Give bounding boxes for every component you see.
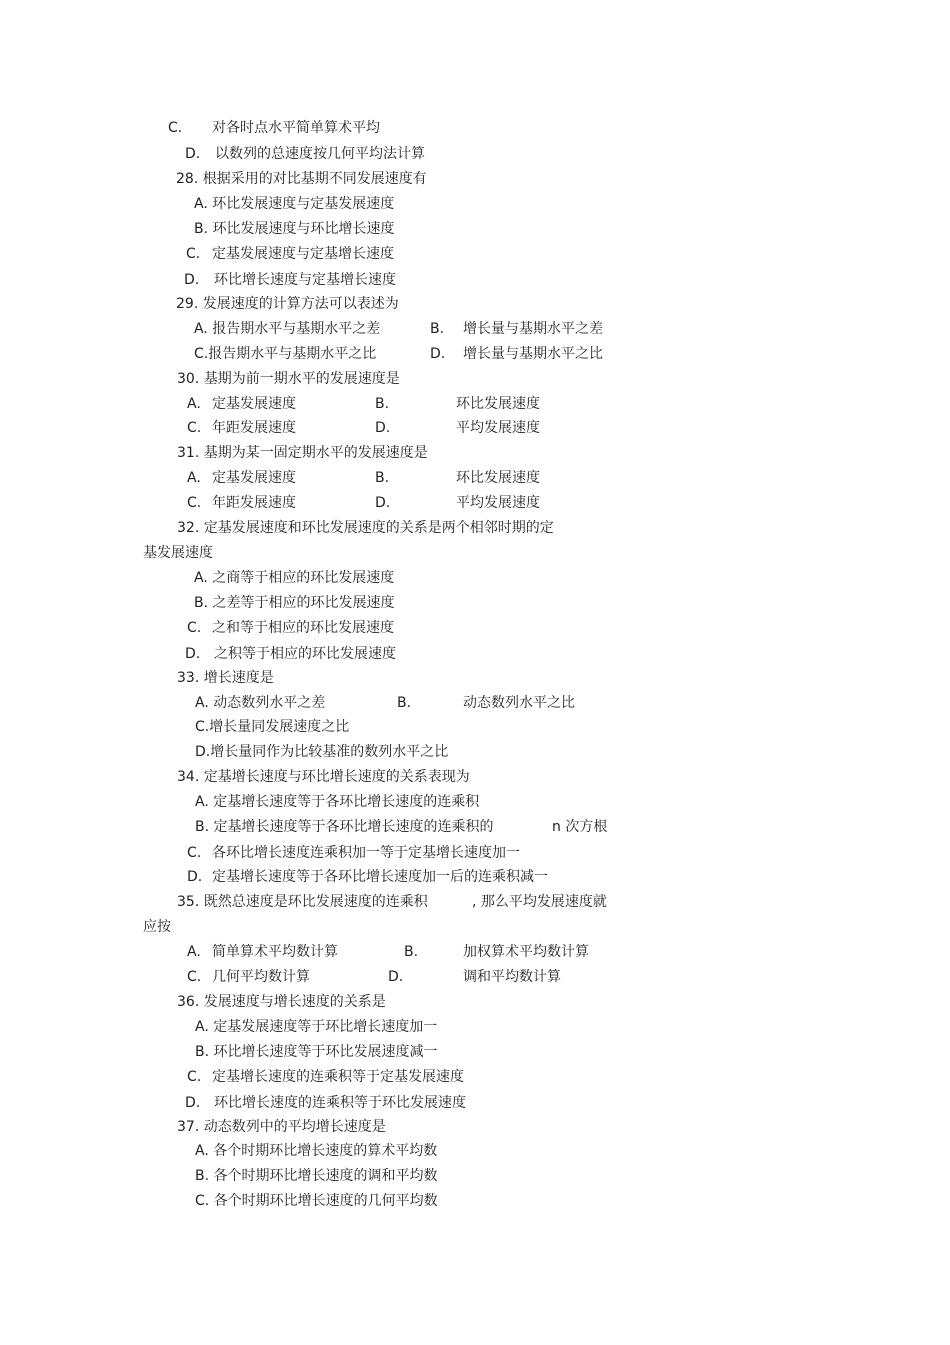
text-segment: 定基发展速度 — [212, 396, 296, 412]
text-segment: D. — [375, 495, 391, 511]
text-segment: 年距发展速度 — [212, 495, 296, 511]
text-segment: 33. 增长速度是 — [177, 670, 274, 686]
text-segment: B. — [375, 470, 390, 486]
text-segment: C. — [187, 845, 202, 861]
text-segment: B. — [375, 396, 390, 412]
text-segment: 以数列的总速度按几何平均法计算 — [215, 146, 425, 162]
text-segment: 增长量与基期水平之比 — [463, 346, 603, 362]
text-segment: 37. 动态数列中的平均增长速度是 — [177, 1119, 386, 1135]
text-segment: B. 环比增长速度等于环比发展速度减一 — [195, 1044, 438, 1060]
text-segment: C.增长量同发展速度之比 — [195, 719, 350, 735]
text-segment: C. — [187, 620, 202, 636]
text-segment: A. — [187, 470, 201, 486]
text-segment: 简单算术平均数计算 — [212, 944, 338, 960]
text-segment: B. 之差等于相应的环比发展速度 — [194, 595, 395, 611]
text-segment: 30. 基期为前一期水平的发展速度是 — [177, 371, 400, 387]
text-segment: 平均发展速度 — [456, 495, 540, 511]
text-segment: 35. 既然总速度是环比发展速度的连乘积 — [177, 894, 428, 910]
text-segment: C. 各个时期环比增长速度的几何平均数 — [195, 1193, 438, 1209]
text-segment: A. 动态数列水平之差 — [195, 695, 326, 711]
text-segment: A. — [187, 396, 201, 412]
text-segment: A. 环比发展速度与定基发展速度 — [194, 196, 395, 212]
text-segment: 动态数列水平之比 — [463, 695, 575, 711]
text-segment: 32. 定基发展速度和环比发展速度的关系是两个相邻时期的定 — [177, 520, 554, 536]
text-segment: D. — [388, 969, 404, 985]
text-segment: B. — [430, 321, 445, 337]
text-segment: 基发展速度 — [143, 545, 213, 561]
text-segment: 定基增长速度等于各环比增长速度加一后的连乘积减一 — [212, 869, 548, 885]
text-segment: 定基发展速度与定基增长速度 — [212, 246, 394, 262]
text-segment: 应按 — [143, 919, 171, 935]
text-segment: 各环比增长速度连乘积加一等于定基增长速度加一 — [212, 845, 520, 861]
text-segment: D. — [184, 272, 200, 288]
text-segment: D. — [375, 420, 391, 436]
text-segment: A. 之商等于相应的环比发展速度 — [194, 570, 395, 586]
text-segment: 34. 定基增长速度与环比增长速度的关系表现为 — [177, 769, 470, 785]
text-segment: D. — [430, 346, 446, 362]
text-segment: 28. 根据采用的对比基期不同发展速度有 — [176, 171, 427, 187]
text-segment: 29. 发展速度的计算方法可以表述为 — [176, 296, 399, 312]
text-segment: 对各时点水平简单算术平均 — [212, 120, 380, 136]
text-segment: n 次方根 — [552, 819, 608, 835]
text-segment: C. — [187, 969, 202, 985]
text-segment: 环比增长速度的连乘积等于环比发展速度 — [214, 1095, 466, 1111]
text-segment: B. — [404, 944, 419, 960]
text-segment: 之和等于相应的环比发展速度 — [212, 620, 394, 636]
text-segment: 31. 基期为某一固定期水平的发展速度是 — [177, 445, 428, 461]
text-segment: B. — [397, 695, 412, 711]
text-segment: B. 各个时期环比增长速度的调和平均数 — [195, 1168, 438, 1184]
text-segment: 之积等于相应的环比发展速度 — [214, 646, 396, 662]
text-segment: A. 定基增长速度等于各环比增长速度的连乘积 — [195, 794, 480, 810]
text-segment: A. — [187, 944, 201, 960]
text-segment: 环比发展速度 — [456, 470, 540, 486]
text-segment: C. — [187, 420, 202, 436]
text-segment: C. — [168, 120, 183, 136]
text-segment: 环比增长速度与定基增长速度 — [214, 272, 396, 288]
text-segment: , 那么平均发展速度就 — [472, 894, 607, 910]
text-segment: D. — [185, 1095, 201, 1111]
text-segment: C. — [186, 246, 201, 262]
text-segment: B. 环比发展速度与环比增长速度 — [194, 221, 395, 237]
text-segment: D. — [185, 146, 201, 162]
text-segment: 36. 发展速度与增长速度的关系是 — [177, 994, 386, 1010]
text-segment: 调和平均数计算 — [463, 969, 561, 985]
text-segment: 增长量与基期水平之差 — [463, 321, 603, 337]
text-segment: D. — [187, 869, 203, 885]
text-segment: 平均发展速度 — [456, 420, 540, 436]
text-segment: A. 各个时期环比增长速度的算术平均数 — [195, 1143, 438, 1159]
text-segment: 定基增长速度的连乘积等于定基发展速度 — [212, 1069, 464, 1085]
text-segment: C.报告期水平与基期水平之比 — [194, 346, 377, 362]
text-segment: 加权算术平均数计算 — [463, 944, 589, 960]
text-segment: A. 报告期水平与基期水平之差 — [194, 321, 381, 337]
text-segment: D. — [185, 646, 201, 662]
text-segment: 几何平均数计算 — [212, 969, 310, 985]
text-segment: C. — [187, 1069, 202, 1085]
text-segment: 定基发展速度 — [212, 470, 296, 486]
text-segment: D.增长量同作为比较基准的数列水平之比 — [195, 744, 449, 760]
text-segment: A. 定基发展速度等于环比增长速度加一 — [195, 1019, 438, 1035]
text-segment: 环比发展速度 — [456, 396, 540, 412]
text-segment: B. 定基增长速度等于各环比增长速度的连乘积的 — [195, 819, 494, 835]
text-segment: 年距发展速度 — [212, 420, 296, 436]
text-segment: C. — [187, 495, 202, 511]
